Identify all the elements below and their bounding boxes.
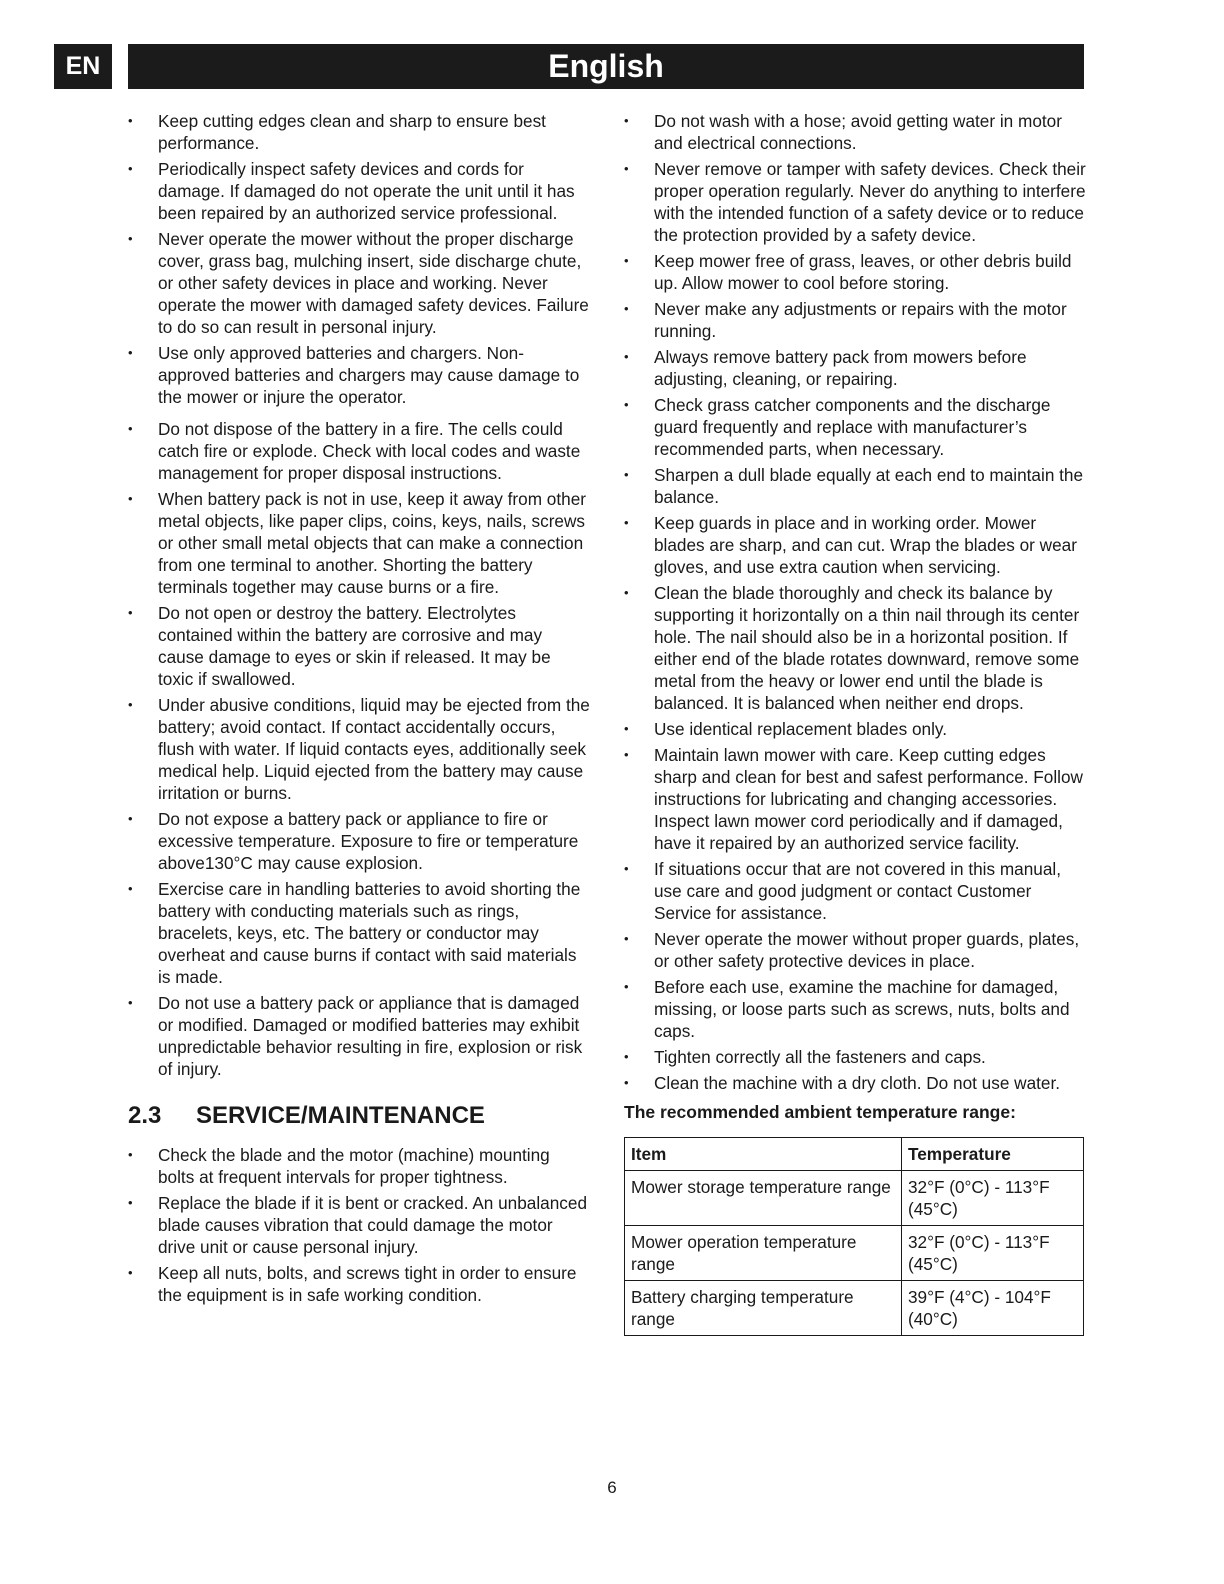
list-item: • Sharpen a dull blade equally at each end to maintain the balance. (624, 464, 1086, 508)
list-item: • Never make any adjustments or repairs with the motor running. (624, 298, 1086, 342)
list-item: • Never operate the mower without the proper discharge cover, grass bag, mulching insert, side discharge chute, or other safety devices in place and working. Never operate the mower with damaged safety devices. Failure to do so can result in personal injury. (128, 228, 590, 338)
table-cell: 32°F (0°C) - 113°F (45°C) (902, 1226, 1084, 1281)
list-item: • If situations occur that are not covered in this manual, use care and good judgment or contact Customer Service for assistance. (624, 858, 1086, 924)
safety-bullet-list (128, 110, 590, 1080)
list-item: • Exercise care in handling batteries to avoid shorting the battery with conducting materials such as rings, bracelets, keys, etc. The battery or conductor may overheat and cause burns if contact with said materials is made. (128, 878, 590, 988)
table-cell: Battery charging temperature range (625, 1281, 902, 1336)
list-item: • Always remove battery pack from mowers before adjusting, cleaning, or repairing. (624, 346, 1086, 390)
right-column (624, 110, 1086, 1336)
list-item: • Use identical replacement blades only. (624, 718, 1086, 740)
list-item: • Never operate the mower without proper guards, plates, or other safety protective devices in place. (624, 928, 1086, 972)
list-item: • Before each use, examine the machine for damaged, missing, or loose parts such as screws, nuts, bolts and caps. (624, 976, 1086, 1042)
list-item: • Do not wash with a hose; avoid getting water in motor and electrical connections. (624, 110, 1086, 154)
column-header-item: Item (625, 1138, 902, 1171)
list-item: • Check grass catcher components and the discharge guard frequently and replace with manufacturer’s recommended parts, when necessary. (624, 394, 1086, 460)
list-item: • Clean the blade thoroughly and check its balance by supporting it horizontally on a thin nail through its center hole. The nail should also be in a horizontal position. If either end of the blade rotates downward, remove some metal from the heavy or lower end until the blade is balanced. It is balanced when neither end drops. (624, 582, 1086, 714)
list-item: • Periodically inspect safety devices and cords for damage. If damaged do not operate the unit until it has been repaired by an authorized service professional. (128, 158, 590, 224)
section-number: 2.3 (128, 1102, 162, 1129)
list-item: • Clean the machine with a dry cloth. Do not use water. (624, 1072, 1086, 1094)
table-row (625, 1281, 1084, 1336)
column-header-temperature: Temperature (902, 1138, 1084, 1171)
table-cell: 32°F (0°C) - 113°F (45°C) (902, 1171, 1084, 1226)
table-header-row (625, 1138, 1084, 1171)
list-item: • Do not open or destroy the battery. Electrolytes contained within the battery are corrosive and may cause damage to eyes or skin if released. It may be toxic if swallowed. (128, 602, 590, 690)
list-item: • Keep cutting edges clean and sharp to ensure best performance. (128, 110, 590, 154)
list-item: • Under abusive conditions, liquid may be ejected from the battery; avoid contact. If contact accidentally occurs, flush with water. If liquid contacts eyes, additionally seek medical help. Liquid ejected from the battery may cause irritation or burns. (128, 694, 590, 804)
temperature-heading: The recommended ambient temperature range: (624, 1102, 1016, 1122)
section-title: SERVICE/MAINTENANCE (196, 1102, 485, 1129)
table-row (625, 1226, 1084, 1281)
list-item: • Use only approved batteries and chargers. Non-approved batteries and chargers may cause damage to the mower or injure the operator. (128, 342, 590, 408)
list-item: • Check the blade and the motor (machine) mounting bolts at frequent intervals for proper tightness. (128, 1144, 590, 1188)
list-item: • Maintain lawn mower with care. Keep cutting edges sharp and clean for best and safest performance. Follow instructions for lubricating and changing accessories. Inspect lawn mower cord periodically and if damaged, have it repaired by an authorized service facility. (624, 744, 1086, 854)
list-item: • Do not dispose of the battery in a fire. The cells could catch fire or explode. Check with local codes and waste management for proper disposal instructions. (128, 418, 590, 484)
header-bar (128, 44, 1084, 89)
section-heading (128, 1102, 590, 1130)
table-row (625, 1171, 1084, 1226)
list-item: • Tighten correctly all the fasteners and caps. (624, 1046, 1086, 1068)
language-badge: EN (54, 44, 112, 89)
table-cell: 39°F (4°C) - 104°F (40°C) (902, 1281, 1084, 1336)
table-cell: Mower storage temperature range (625, 1171, 902, 1226)
list-item: • Replace the blade if it is bent or cracked. An unbalanced blade causes vibration that could damage the motor drive unit or cause personal injury. (128, 1192, 590, 1258)
maintenance-bullet-list (128, 1144, 590, 1306)
temperature-table (624, 1137, 1084, 1336)
list-item: • Keep guards in place and in working order. Mower blades are sharp, and can cut. Wrap the blades or wear gloves, and use extra caution when servicing. (624, 512, 1086, 578)
list-item: • Keep mower free of grass, leaves, or other debris build up. Allow mower to cool before storing. (624, 250, 1086, 294)
maintenance-bullet-list-continued (624, 110, 1086, 1094)
list-item: • Do not expose a battery pack or appliance to fire or excessive temperature. Exposure to fire or temperature above130°C may cause explosion. (128, 808, 590, 874)
page-title: English (548, 48, 664, 84)
list-item: • When battery pack is not in use, keep it away from other metal objects, like paper clips, coins, keys, nails, screws or other small metal objects that can make a connection from one terminal to another. Shorting the battery terminals together may cause burns or a fire. (128, 488, 590, 598)
list-item: • Never remove or tamper with safety devices. Check their proper operation regularly. Never do anything to interfere with the intended function of a safety device or to reduce the protection provided by a safety device. (624, 158, 1086, 246)
list-item: • Do not use a battery pack or appliance that is damaged or modified. Damaged or modified batteries may exhibit unpredictable behavior resulting in fire, explosion or risk of injury. (128, 992, 590, 1080)
left-column (128, 110, 590, 1310)
table-cell: Mower operation temperature range (625, 1226, 902, 1281)
list-item: • Keep all nuts, bolts, and screws tight in order to ensure the equipment is in safe working condition. (128, 1262, 590, 1306)
page-number: 6 (607, 1478, 617, 1497)
